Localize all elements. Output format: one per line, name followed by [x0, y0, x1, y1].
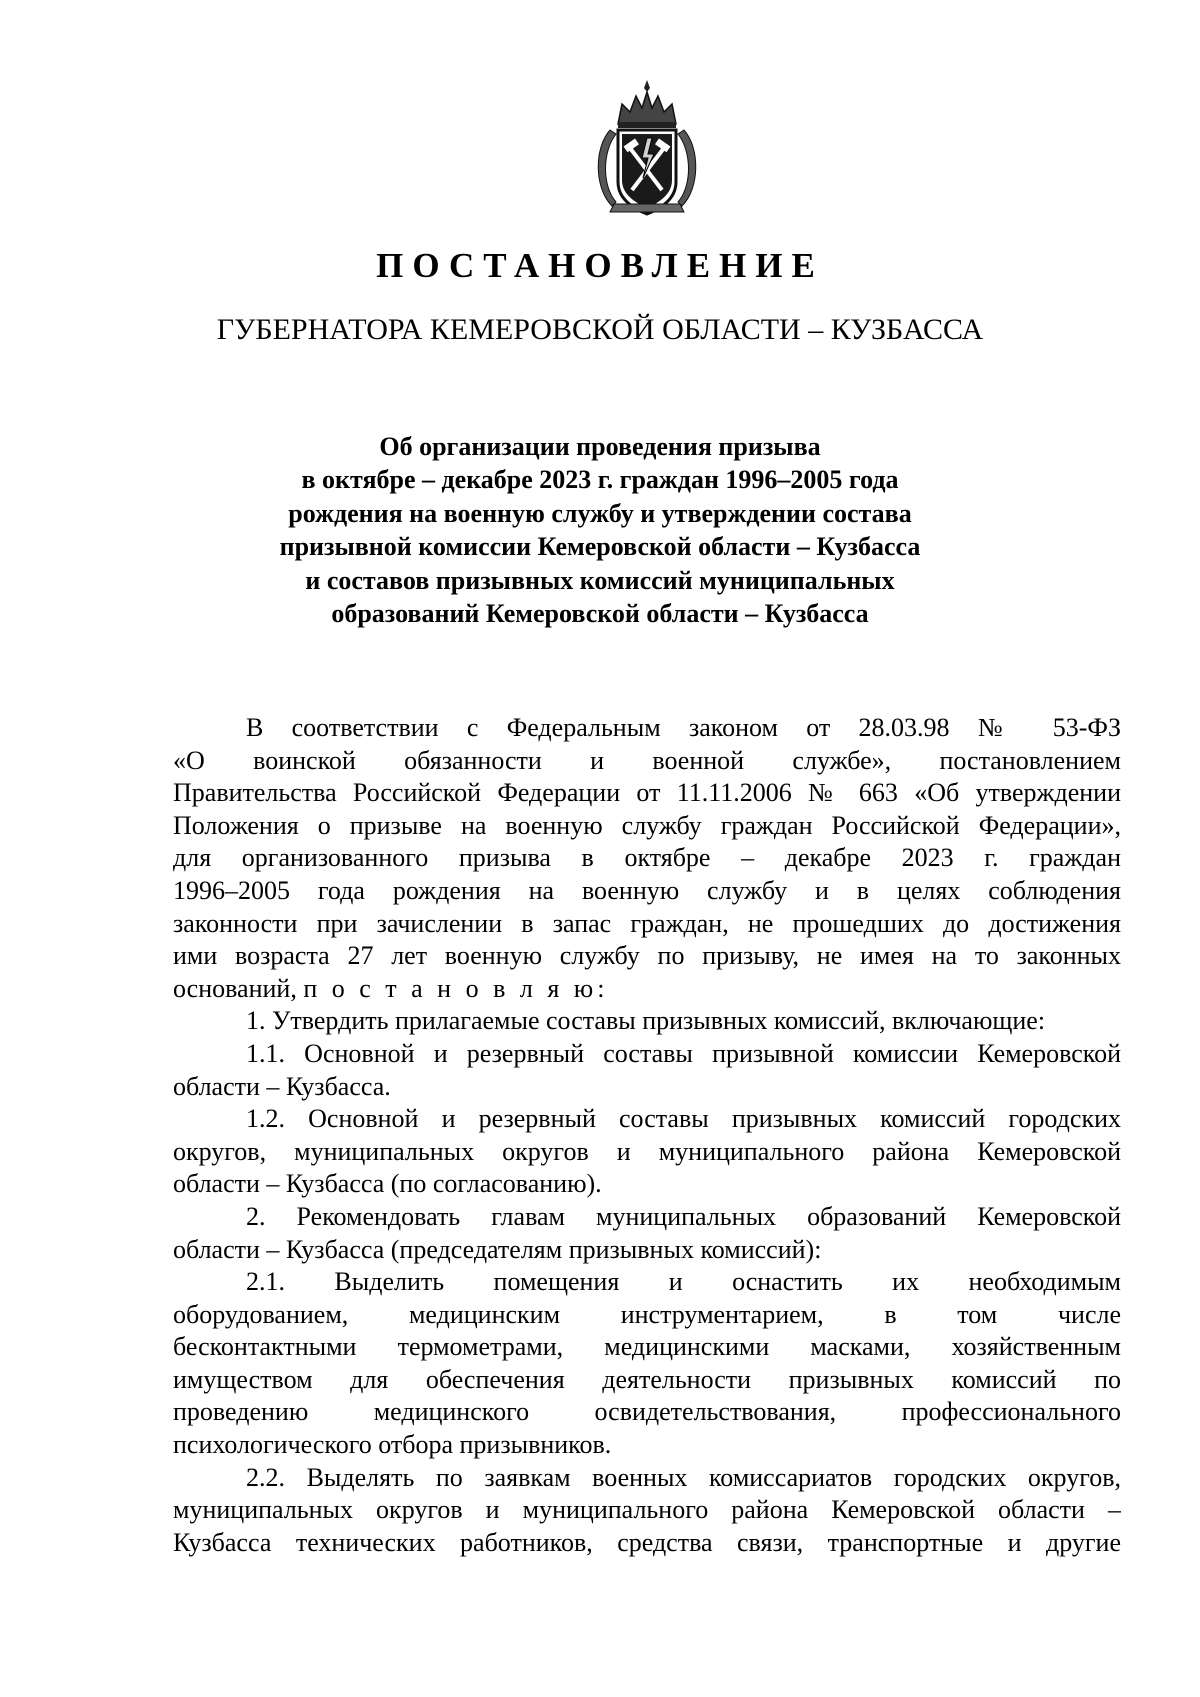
body-line: 1.2. Основной и резервный составы призывных комиссий городских: [246, 1104, 1121, 1134]
body-line: В соответствии с Федеральным законом от 28.03.98 № 53-ФЗ: [246, 713, 1121, 742]
body-line: законности при зачислении в запас граждан, не прошедших до достижения: [173, 908, 1121, 938]
body-line: 2.1. Выделить помещения и оснастить их необходимым: [246, 1267, 1121, 1297]
heading-line: образований Кемеровской области – Кузбасса: [331, 599, 869, 629]
document-subtitle: ГУБЕРНАТОРА КЕМЕРОВСКОЙ ОБЛАСТИ – КУЗБАССА: [216, 313, 984, 346]
body-text: оснований,: [173, 973, 297, 1003]
body-line: проведению медицинского освидетельствования, профессионального: [173, 1397, 1121, 1427]
document-body: [173, 712, 1121, 1559]
body-line: муниципальных округов и муниципального района Кемеровской области –: [173, 1495, 1121, 1525]
body-line: бесконтактными термометрами, медицинскими масками, хозяйственным: [173, 1332, 1121, 1362]
decree-word: п о с т а н о в л я ю:: [303, 973, 609, 1003]
document-heading: [0, 430, 1200, 630]
body-line: области – Кузбасса (по согласованию).: [173, 1169, 602, 1199]
body-line: ими возраста 27 лет военную службу по призыву, не имея на то законных: [173, 941, 1121, 971]
heading-line: рождения на военную службу и утверждении состава: [288, 498, 912, 528]
heading-line: и составов призывных комиссий муниципальных: [305, 565, 895, 595]
document-title: ПОСТАНОВЛЕНИЕ: [376, 246, 824, 285]
body-line: 1.1. Основной и резервный составы призывной комиссии Кемеровской: [246, 1038, 1121, 1068]
body-line: для организованного призыва в октябре – декабре 2023 г. граждан: [173, 843, 1121, 873]
body-line: 2. Рекомендовать главам муниципальных образований Кемеровской: [246, 1201, 1121, 1231]
heading-line: призывной комиссии Кемеровской области – Кузбасса: [279, 532, 921, 562]
body-line: округов, муниципальных округов и муниципального района Кемеровской: [173, 1136, 1121, 1166]
coat-of-arms-emblem: [588, 78, 706, 218]
body-line: 1996–2005 года рождения на военную службу и в целях соблюдения: [173, 875, 1121, 905]
body-line: Правительства Российской Федерации от 11.11.2006 № 663 «Об утверждении: [173, 778, 1121, 808]
body-line: 2.2. Выделять по заявкам военных комиссариатов городских округов,: [246, 1462, 1121, 1492]
heading-line: Об организации проведения призыва: [379, 432, 821, 461]
body-line: области – Кузбасса (председателям призывных комиссий):: [173, 1234, 822, 1264]
body-line: имуществом для обеспечения деятельности призывных комиссий по: [173, 1364, 1121, 1394]
body-line: оборудованием, медицинским инструментарием, в том числе: [173, 1299, 1121, 1329]
body-line: области – Кузбасса.: [173, 1071, 391, 1101]
body-line: Кузбасса технических работников, средства связи, транспортные и другие: [173, 1527, 1121, 1557]
body-line: «О воинской обязанности и военной службе», постановлением: [173, 745, 1121, 775]
body-line: Положения о призыве на военную службу граждан Российской Федерации»,: [173, 810, 1121, 840]
body-line: психологического отбора призывников.: [173, 1430, 612, 1460]
body-line: 1. Утвердить прилагаемые составы призывных комиссий, включающие:: [246, 1006, 1046, 1036]
body-line: [173, 973, 1121, 1006]
heading-line: в октябре – декабре 2023 г. граждан 1996–2005 года: [301, 465, 899, 495]
